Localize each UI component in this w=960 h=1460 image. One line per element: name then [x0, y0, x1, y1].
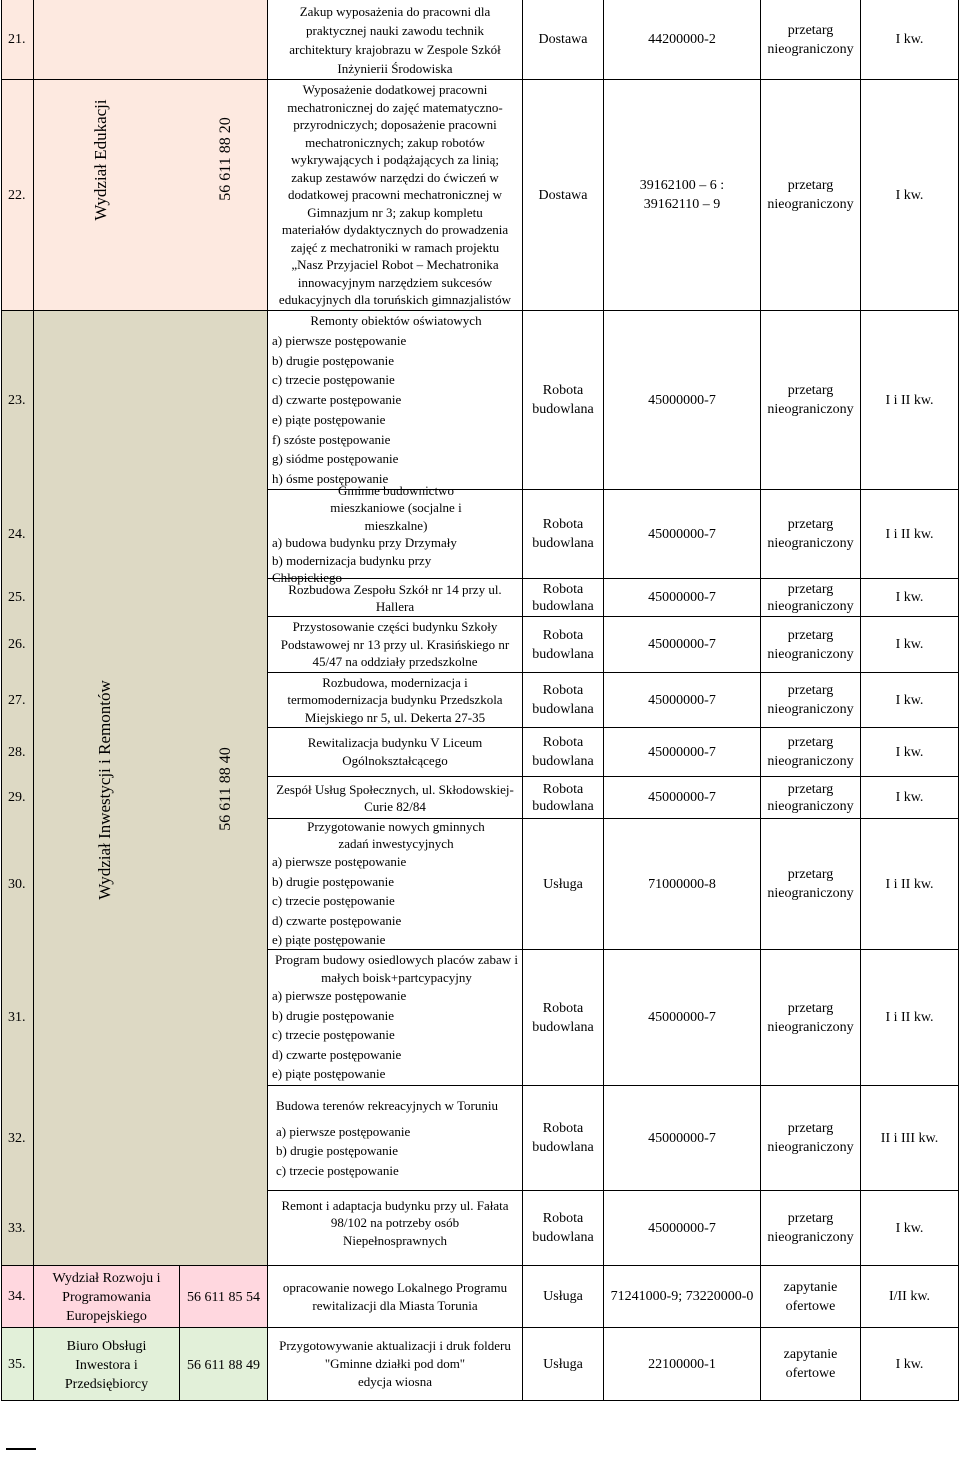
row-mode: zapytanie ofertowe [783, 1347, 838, 1381]
row-cpv: 45000000-7 [648, 1010, 716, 1025]
subject-line: przyrodniczych; doposażenie pracowni [293, 117, 497, 133]
subject-title: Remonty obiektów oświatowych [310, 313, 482, 329]
row-type: Robota budowlana [532, 517, 594, 551]
row-quarter: I kw. [895, 790, 924, 805]
row-quarter: II i III kw. [880, 1130, 939, 1146]
row-mode: zapytanie ofertowe [783, 1279, 838, 1314]
row-subject [268, 777, 522, 818]
subject-list-item: c) trzecie postępowanie [272, 893, 395, 909]
row-cpv: 45000000-7 [648, 1220, 716, 1236]
row-cpv: 45000000-7 [648, 526, 716, 542]
subject-list-item: f) szóste postępowanie [272, 431, 391, 447]
subject-line: Curie 82/84 [364, 798, 426, 814]
subject-list-item: b) drugie postępowanie [272, 352, 395, 368]
subject-line: Rewitalizacja budynku V Liceum [307, 735, 483, 750]
subject-line: praktycznej nauki zawodu technik [306, 22, 484, 38]
row-number: 30. [8, 876, 26, 892]
row-quarter: I kw. [895, 1356, 924, 1372]
subject-title: Budowa terenów rekreacyjnych w Toruniu [276, 1098, 498, 1113]
row-cpv: 45000000-7 [648, 392, 716, 408]
row-mode: przetarg nieograniczony [767, 1121, 854, 1155]
subject-list-item: a) pierwsze postępowanie [272, 333, 407, 349]
row-cpv: 44200000-2 [648, 32, 716, 47]
subject-line: "Gminne działki pod dom" [324, 1356, 466, 1371]
subject-line: Niepełnosprawnych [343, 1232, 447, 1248]
subject-line: zakup zestawów narzędzi do ćwiczeń w [291, 169, 499, 185]
department-edukacji-phone: 56 611 88 20 [217, 117, 234, 201]
subject-list-item: b) drugie postępowanie [272, 1007, 395, 1023]
row-cpv: 45000000-7 [648, 790, 716, 805]
row-type: Usługa [543, 876, 583, 892]
subject-list-item: e) piąte postępowanie [272, 411, 386, 427]
subject-line: mechatronicznych; zakup robotów [305, 134, 485, 150]
department-rozwoju-phone: 56 611 85 54 [187, 1289, 260, 1305]
row-type: Robota budowlana [532, 1000, 594, 1035]
row-number: 29. [8, 790, 26, 805]
row-subject [268, 617, 522, 672]
row-type: Robota budowlana [532, 383, 594, 417]
footer-rule [6, 1448, 36, 1450]
subject-line: Zespół Usług Społecznych, ul. Skłodowskiej- [276, 781, 514, 797]
row-number: 26. [8, 637, 26, 652]
row-mode: przetarg nieograniczony [767, 383, 854, 417]
subject-list-item: b) drugie postępowanie [276, 1143, 399, 1158]
row-subject [268, 579, 522, 616]
row-number: 24. [8, 526, 26, 542]
row-type: Dostawa [538, 187, 588, 203]
department-biuro-name: Biuro Obsługi Inwestora i Przedsiębiorcy [64, 1338, 149, 1392]
subject-title: Program budowy osiedlowych placów zabaw i małych boisk+partcypacyjny [275, 952, 518, 985]
subject-line: opracowanie nowego Lokalnego Programu [282, 1279, 508, 1295]
row-number: 23. [8, 392, 26, 408]
subject-line: Podstawowej nr 13 przy ul. Krasińskiego nr [280, 636, 510, 652]
subject-line: zajęć z mechatroniki w ramach projektu [290, 239, 500, 255]
subject-list-item: b) modernizacja budynku przy [272, 552, 432, 568]
row-number: 31. [8, 1010, 26, 1025]
row-quarter: I kw. [895, 187, 924, 203]
subject-line: materiałów dydaktycznych do prowadzenia [281, 222, 509, 238]
row-mode: przetarg nieograniczony [767, 683, 854, 717]
row-number: 21. [8, 32, 26, 47]
row-subject [276, 1086, 520, 1190]
row-type: Dostawa [538, 32, 588, 47]
row-cpv: 71241000-9; 73220000-0 [610, 1289, 754, 1304]
row-mode: przetarg nieograniczony [767, 781, 854, 814]
row-mode: przetarg nieograniczony [767, 22, 854, 57]
row-quarter: I kw. [895, 637, 924, 652]
row-number: 27. [8, 692, 26, 708]
row-number: 28. [8, 744, 26, 760]
subject-line: Ogólnokształcącego [342, 753, 448, 768]
subject-line: Zakup wyposażenia do pracowni dla [299, 3, 491, 19]
row-subject [272, 950, 521, 1085]
row-type: Robota budowlana [532, 581, 594, 614]
subject-line: rewitalizacji dla Miasta Torunia [312, 1297, 478, 1313]
subject-line: dodatkowej pracowni mechatronicznej w [287, 187, 503, 203]
grid-line [1, 1400, 959, 1401]
row-mode: przetarg nieograniczony [767, 867, 854, 901]
subject-line: mechatronicznej do zajęć matematyczno- [287, 99, 503, 115]
row-number: 25. [8, 590, 26, 605]
department-edukacji-name: Wydział Edukacji [91, 99, 110, 221]
subject-line: 98/102 na potrzeby osób [330, 1215, 460, 1231]
grid-line [179, 1265, 180, 1400]
subject-list-item: Chłopickiego [272, 570, 343, 585]
subject-line: Gimnazjum nr 3; zakup kompletu [307, 204, 483, 220]
subject-line: Miejskiego nr 5, ul. Dekerta 27-35 [304, 709, 486, 725]
row-type: Usługa [543, 1356, 583, 1372]
subject-list-item: e) piąte postępowanie [272, 932, 386, 948]
row-subject [268, 728, 522, 776]
subject-line: Wyposażenie dodatkowej pracowni [302, 82, 488, 98]
grid-line [33, 0, 34, 1400]
row-number: 35. [8, 1356, 26, 1372]
row-cpv: 71000000-8 [648, 876, 716, 892]
row-mode: przetarg nieograniczony [767, 627, 854, 662]
row-cpv: 45000000-7 [648, 590, 716, 605]
subject-list-item: a) pierwsze postępowanie [272, 854, 407, 870]
row-mode: przetarg nieograniczony [767, 178, 854, 212]
subject-list-item: b) drugie postępowanie [272, 873, 395, 889]
row-cpv: 45000000-7 [648, 1130, 716, 1146]
department-inwestycji-name: Wydział Inwestycji i Remontów [95, 680, 114, 900]
row-mode: przetarg nieograniczony [767, 581, 854, 614]
row-number: 33. [8, 1220, 26, 1236]
row-mode: przetarg nieograniczony [767, 1211, 854, 1245]
row-subject [268, 0, 522, 79]
department-rozwoju-name: Wydział Rozwoju i Programowania Europejskiego [52, 1270, 161, 1324]
department-inwestycji-phone: 56 611 88 40 [217, 747, 234, 831]
subject-line: architektury krajobrazu w Zespole Szkół [289, 41, 501, 57]
row-subject [272, 311, 520, 489]
subject-line: edycja wiosna [357, 1374, 432, 1389]
row-quarter: I i II kw. [885, 526, 934, 542]
subject-list-item: d) czwarte postępowanie [272, 392, 402, 408]
row-subject [268, 80, 522, 310]
row-subject [268, 673, 522, 727]
subject-list-item: g) siódme postępowanie [272, 451, 399, 467]
subject-line: wykrywających i podążających za linią; [291, 152, 499, 168]
subject-line: Przystosowanie części budynku Szkoły [292, 619, 498, 635]
subject-list-item: a) budowa budynku przy Drzymały [272, 535, 457, 550]
row-number: 34. [8, 1289, 26, 1304]
subject-line: Rozbudowa Zespołu Szkół nr 14 przy ul. [288, 581, 502, 597]
subject-line: 45/47 na oddziały przedszkolne [312, 654, 478, 670]
row-number: 22. [8, 187, 26, 203]
subject-line: termomodernizacja budynku Przedszkola [287, 692, 503, 708]
row-subject [268, 1328, 522, 1400]
row-quarter: I kw. [895, 692, 924, 708]
subject-list-item: c) trzecie postępowanie [272, 372, 395, 388]
subject-list-item: c) trzecie postępowanie [276, 1162, 399, 1178]
subject-line: Inżynierii Środowiska [337, 60, 453, 76]
row-type: Robota budowlana [532, 627, 594, 662]
row-quarter: I i II kw. [885, 876, 934, 892]
row-subject [272, 819, 520, 949]
subject-list-item: d) czwarte postępowanie [272, 912, 402, 928]
subject-line: edukacyjnych dla toruńskich gimnazjalistów [278, 292, 512, 308]
row-type: Robota budowlana [532, 1121, 594, 1155]
row-cpv: 45000000-7 [648, 692, 716, 708]
row-subject [268, 1266, 522, 1327]
subject-list-item: a) pierwsze postępowanie [272, 988, 407, 1004]
subject-list-item: h) ósme postępowanie [272, 470, 389, 486]
row-cpv: 45000000-7 [648, 744, 716, 760]
row-cpv: 39162100 – 6 : 39162110 – 9 [639, 178, 725, 212]
row-subject [272, 482, 520, 585]
subject-line: Rozbudowa, modernizacja i [322, 674, 468, 690]
row-type: Usługa [543, 1289, 583, 1304]
subject-line: Hallera [375, 598, 415, 614]
row-quarter: I kw. [895, 1220, 924, 1236]
row-type: Robota budowlana [532, 1211, 594, 1245]
row-subject [268, 1191, 522, 1255]
department-biuro-phone: 56 611 88 49 [187, 1357, 260, 1373]
subject-list-item: c) trzecie postępowanie [272, 1027, 395, 1043]
row-number: 32. [8, 1130, 26, 1146]
subject-list-item: e) piąte postępowanie [272, 1066, 386, 1082]
row-quarter: I kw. [895, 744, 924, 760]
row-mode: przetarg nieograniczony [767, 735, 854, 769]
subject-title: Gminne budownictwo mieszkaniowe (socjalne i mieszkalne) [330, 482, 462, 533]
row-quarter: I i II kw. [885, 1010, 934, 1025]
subject-list-item: a) pierwsze postępowanie [276, 1123, 411, 1139]
row-quarter: I kw. [895, 32, 924, 47]
subject-line: Przygotowywanie aktualizacji i druk folderu [279, 1338, 511, 1353]
subject-line: Remont i adaptacja budynku przy ul. Fałata [281, 1197, 509, 1213]
row-cpv: 45000000-7 [648, 637, 716, 652]
row-quarter: I/II kw. [888, 1289, 931, 1304]
row-mode: przetarg nieograniczony [767, 1000, 854, 1035]
row-type: Robota budowlana [532, 781, 594, 814]
row-quarter: I i II kw. [885, 392, 934, 408]
subject-list-item: d) czwarte postępowanie [272, 1046, 402, 1062]
subject-title: Przygotowanie nowych gminnych zadań inwestycyjnych [307, 819, 485, 852]
row-quarter: I kw. [895, 590, 924, 605]
subject-line: „Nasz Przyjaciel Robot – Mechatronika [291, 257, 499, 273]
row-type: Robota budowlana [532, 735, 594, 769]
row-cpv: 22100000-1 [648, 1356, 716, 1372]
subject-line: innowacyjnym narzędziem sukcesów [297, 274, 493, 290]
row-type: Robota budowlana [532, 683, 594, 717]
row-mode: przetarg nieograniczony [767, 517, 854, 551]
